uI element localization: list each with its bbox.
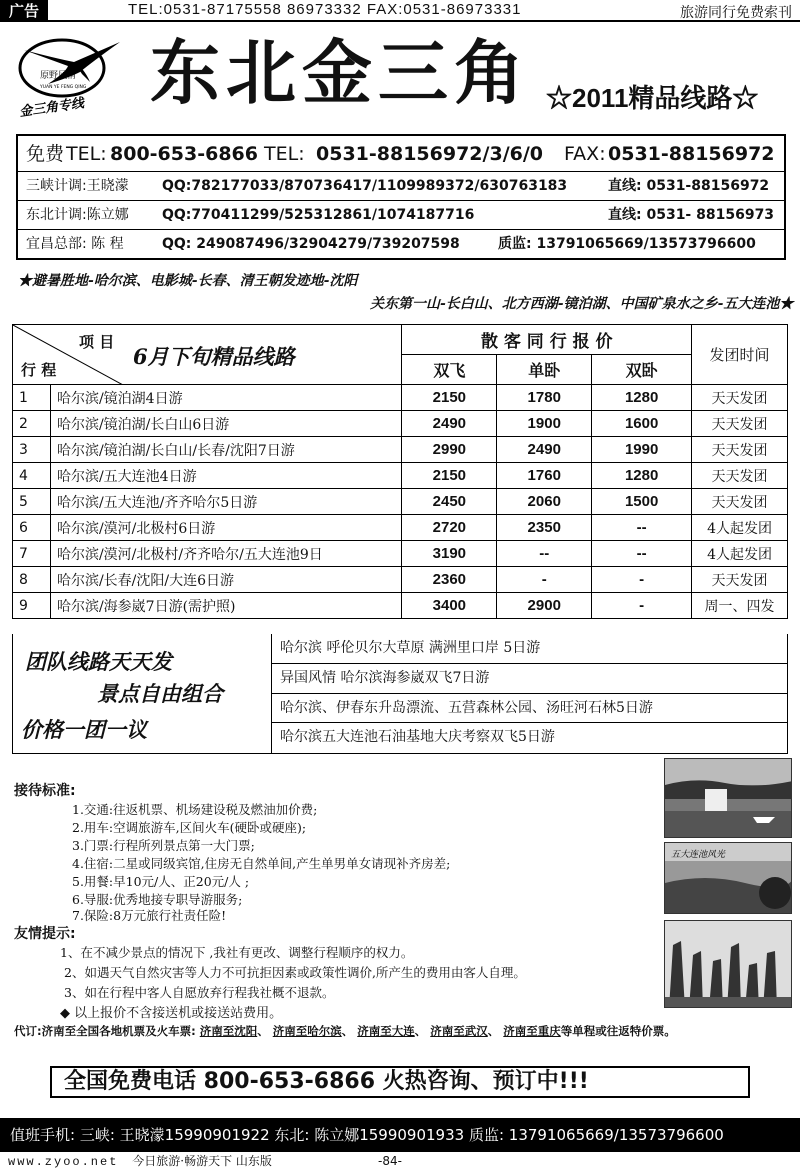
standard-item: 5.用餐:早10元/人、正20元/人 ; [72, 874, 250, 889]
price-fly: 2450 [402, 489, 497, 515]
group-slogan-1: 团队线路天天发 [25, 649, 172, 674]
standard-item: 4.住宿:二星或同级宾馆,住房无自然单间,产生单男单女请现补齐房差; [72, 856, 451, 871]
contact-row-hotline [18, 136, 784, 172]
tel2-number: 0531-88156972/3/6/0 [316, 143, 544, 165]
group-route-list [271, 634, 787, 753]
table-row [13, 411, 788, 437]
booking-route: 济南至沈阳 [199, 1024, 258, 1038]
corner-top-label: 项 目 [79, 333, 115, 351]
price-fly: 3400 [402, 593, 497, 619]
group-slogan-2: 景点自由组合 [97, 681, 223, 706]
table-row [13, 385, 788, 411]
price-double: 1500 [592, 489, 692, 515]
table-row [13, 463, 788, 489]
depart-time: 天天发团 [692, 385, 788, 411]
list-item: 哈尔滨、伊春东升岛漂流、五营森林公园、汤旺河石林5日游 [272, 694, 787, 724]
depart-header: 发团时间 [692, 325, 788, 385]
fax-label: FAX: [564, 143, 606, 165]
price-single: 1900 [497, 411, 592, 437]
route-name: 哈尔滨/镜泊湖/长白山6日游 [50, 411, 401, 437]
route-name: 哈尔滨/长春/沈阳/大连6日游 [50, 567, 401, 593]
contact-row-yichang [18, 230, 784, 259]
list-item: 哈尔滨 呼伦贝尔大草原 满洲里口岸 5日游 [272, 634, 787, 664]
route-name: 哈尔滨/五大连池4日游 [50, 463, 401, 489]
price-fly: 2490 [402, 411, 497, 437]
table-row [13, 489, 788, 515]
route-price-table [12, 324, 788, 619]
standard-item: 2.用车:空调旅游车,区间火车(硬卧或硬座); [72, 820, 307, 835]
lake-scene-icon [665, 843, 792, 914]
depart-time: 天天发团 [692, 411, 788, 437]
price-single: -- [497, 541, 592, 567]
row-num: 2 [13, 411, 51, 437]
price-single: 2490 [497, 437, 592, 463]
fax-number: 0531-88156972 [608, 143, 775, 165]
booking-info: 代订:济南至全国各地机票及火车票: 济南至沈阳、 济南至哈尔滨、 济南至大连、 济南至武汉、 济南至重庆等单程或往返特价票。 [14, 1024, 676, 1038]
duty-phone-bar: 值班手机: 三峡: 王晓濛15990901922 东北: 陈立娜15990901933 质监: 13791065669/13573796600 [0, 1118, 800, 1152]
row-num: 6 [13, 515, 51, 541]
route-name: 哈尔滨/海参崴7日游(需护照) [50, 593, 401, 619]
waterfall-photo [664, 758, 792, 838]
route-name: 哈尔滨/镜泊湖4日游 [50, 385, 401, 411]
depart-time: 天天发团 [692, 567, 788, 593]
page-subtitle: ☆2011精品线路☆ [546, 83, 759, 113]
booking-route: 济南至大连 [357, 1024, 415, 1038]
row-num: 3 [13, 437, 51, 463]
row-num: 8 [13, 567, 51, 593]
price-fly: 2720 [402, 515, 497, 541]
top-contact: TEL:0531-87175558 86973332 FAX:0531-86973331 [128, 1, 522, 18]
table-row [13, 515, 788, 541]
booking-suffix: 等单程或往返特价票。 [560, 1024, 676, 1038]
price-double: - [592, 593, 692, 619]
list-item: 哈尔滨五大连池石油基地大庆考察双飞5日游 [280, 729, 555, 746]
contact-direct: 直线: 0531-88156972 [608, 178, 770, 194]
depart-time: 天天发团 [692, 489, 788, 515]
contact-quality: 质监: 13791065669/13573796600 [498, 236, 756, 252]
contact-row-dongbei [18, 201, 784, 230]
standard-item: 6.导服:优秀地接专职导游服务; [72, 892, 243, 907]
price-double: 1280 [592, 463, 692, 489]
booking-route: 济南至重庆 [503, 1024, 561, 1038]
contact-label: 东北计调:陈立娜 [26, 207, 129, 223]
tel-label: TEL: [66, 143, 107, 165]
group-tour-section [12, 634, 788, 754]
contact-row-sanxia [18, 172, 784, 201]
page-title: 东北金三角 [150, 31, 530, 114]
company-logo [14, 28, 134, 124]
row-num: 4 [13, 463, 51, 489]
corner-bottom-label: 行 程 [21, 361, 57, 379]
logo-sub: YUAN YE FENG QING [40, 85, 87, 90]
highlight-line-2: 关东第一山-长白山、北方西湖-镜泊湖、中国矿泉水之乡-五大连池★ [370, 296, 794, 312]
price-single: 1780 [497, 385, 592, 411]
price-single: 2350 [497, 515, 592, 541]
tip-item: 2、如遇天气自然灾害等人力不可抗拒因素或政策性调价,所产生的费用由客人自理。 [64, 965, 526, 980]
price-single: 2060 [497, 489, 592, 515]
stone-forest-scene-icon [665, 921, 792, 1008]
route-name: 哈尔滨/漠河/北极村/齐齐哈尔/五大连池9日 [50, 541, 401, 567]
row-num: 1 [13, 385, 51, 411]
footer-slogan: 今日旅游·畅游天下 山东版 [132, 1154, 272, 1168]
row-num: 9 [13, 593, 51, 619]
table-row [13, 593, 788, 619]
contact-direct: 直线: 0531- 88156973 [608, 207, 775, 223]
footer-url[interactable]: www.zyoo.net [8, 1155, 119, 1169]
tip-note: ◆ 以上报价不含接送机或接送站费用。 [60, 1006, 283, 1021]
route-name: 哈尔滨/漠河/北极村6日游 [50, 515, 401, 541]
stone-forest-photo [664, 920, 792, 1008]
price-double: 1600 [592, 411, 692, 437]
footer [0, 1152, 800, 1171]
depart-time: 4人起发团 [692, 541, 788, 567]
highlight-line-1: ★避暑胜地-哈尔滨、电影城-长春、清王朝发迹地-沈阳 [18, 273, 358, 289]
col-header-train-double: 双卧 [592, 355, 692, 385]
contact-box [16, 134, 786, 260]
price-fly: 2150 [402, 385, 497, 411]
price-single: 1760 [497, 463, 592, 489]
standard-item: 1.交通:往返机票、机场建设税及燃油加价费; [72, 802, 318, 817]
depart-time: 天天发团 [692, 437, 788, 463]
depart-time: 4人起发团 [692, 515, 788, 541]
price-fly: 3190 [402, 541, 497, 567]
list-item: 异国风情 哈尔滨海参崴双飞7日游 [272, 664, 787, 694]
ad-tag: 广告 [0, 0, 48, 22]
top-right-text: 旅游同行免费索刊 [680, 5, 792, 21]
price-single: 2900 [497, 593, 592, 619]
price-double: -- [592, 541, 692, 567]
price-double: 1990 [592, 437, 692, 463]
logo-slogan: 金三角专线 [18, 96, 85, 120]
tel-number: 800-653-6866 [110, 143, 258, 165]
standards-title: 接待标准: [14, 783, 76, 799]
table-header-row [13, 325, 788, 355]
col-header-train-single: 单卧 [497, 355, 592, 385]
table-row [13, 541, 788, 567]
depart-time: 周一、四发 [692, 593, 788, 619]
page-number: -84- [378, 1154, 402, 1168]
price-double: 1280 [592, 385, 692, 411]
contact-qq: QQ: 249087496/32904279/739207598 [162, 236, 460, 252]
tip-item: 3、如在行程中客人自愿放弃行程我社概不退款。 [64, 985, 335, 1000]
lake-photo [664, 842, 792, 914]
col-header-fly: 双飞 [402, 355, 497, 385]
tips-title: 友情提示: [14, 926, 76, 942]
swallow-logo-icon [14, 28, 134, 124]
section-title: 6月下旬精品线路 [133, 344, 295, 369]
row-num: 5 [13, 489, 51, 515]
depart-time: 天天发团 [692, 463, 788, 489]
booking-route: 济南至哈尔滨 [272, 1024, 342, 1038]
standard-item: 3.门票:行程所列景点第一大门票; [72, 838, 255, 853]
price-fly: 2990 [402, 437, 497, 463]
logo-text: 原野风情 [40, 71, 77, 81]
photo-caption: 五大连池风光 [671, 850, 726, 860]
price-double: - [592, 567, 692, 593]
tel2-label: TEL: [264, 143, 305, 165]
group-slogan-3: 价格一团一议 [21, 717, 147, 742]
contact-qq: QQ:782177033/870736417/1109989372/630763183 [162, 178, 568, 194]
price-single: - [497, 567, 592, 593]
contact-qq: QQ:770411299/525312861/1074187716 [162, 207, 475, 223]
hotline-banner: 全国免费电话 800-653-6866 火热咨询、预订中!!! [50, 1066, 750, 1098]
free-label: 免费 [26, 143, 65, 165]
standard-item: 7.保险:8万元旅行社责任险! [72, 908, 227, 923]
contact-label: 宜昌总部: 陈 程 [26, 236, 124, 252]
price-header: 散 客 同 行 报 价 [402, 325, 692, 355]
contact-label: 三峡计调:王晓濛 [26, 178, 129, 194]
route-name: 哈尔滨/镜泊湖/长白山/长春/沈阳7日游 [50, 437, 401, 463]
route-name: 哈尔滨/五大连池/齐齐哈尔5日游 [50, 489, 401, 515]
waterfall-scene-icon [665, 759, 792, 838]
table-row [13, 437, 788, 463]
price-fly: 2150 [402, 463, 497, 489]
top-bar [0, 0, 800, 22]
price-double: -- [592, 515, 692, 541]
booking-label: 代订:济南至全国各地机票及火车票: [14, 1024, 196, 1038]
booking-route: 济南至武汉 [430, 1024, 488, 1038]
table-corner [13, 325, 402, 385]
row-num: 7 [13, 541, 51, 567]
tip-item: 1、在不减少景点的情况下 ,我社有更改、调整行程顺序的权力。 [60, 945, 414, 960]
table-row [13, 567, 788, 593]
price-fly: 2360 [402, 567, 497, 593]
